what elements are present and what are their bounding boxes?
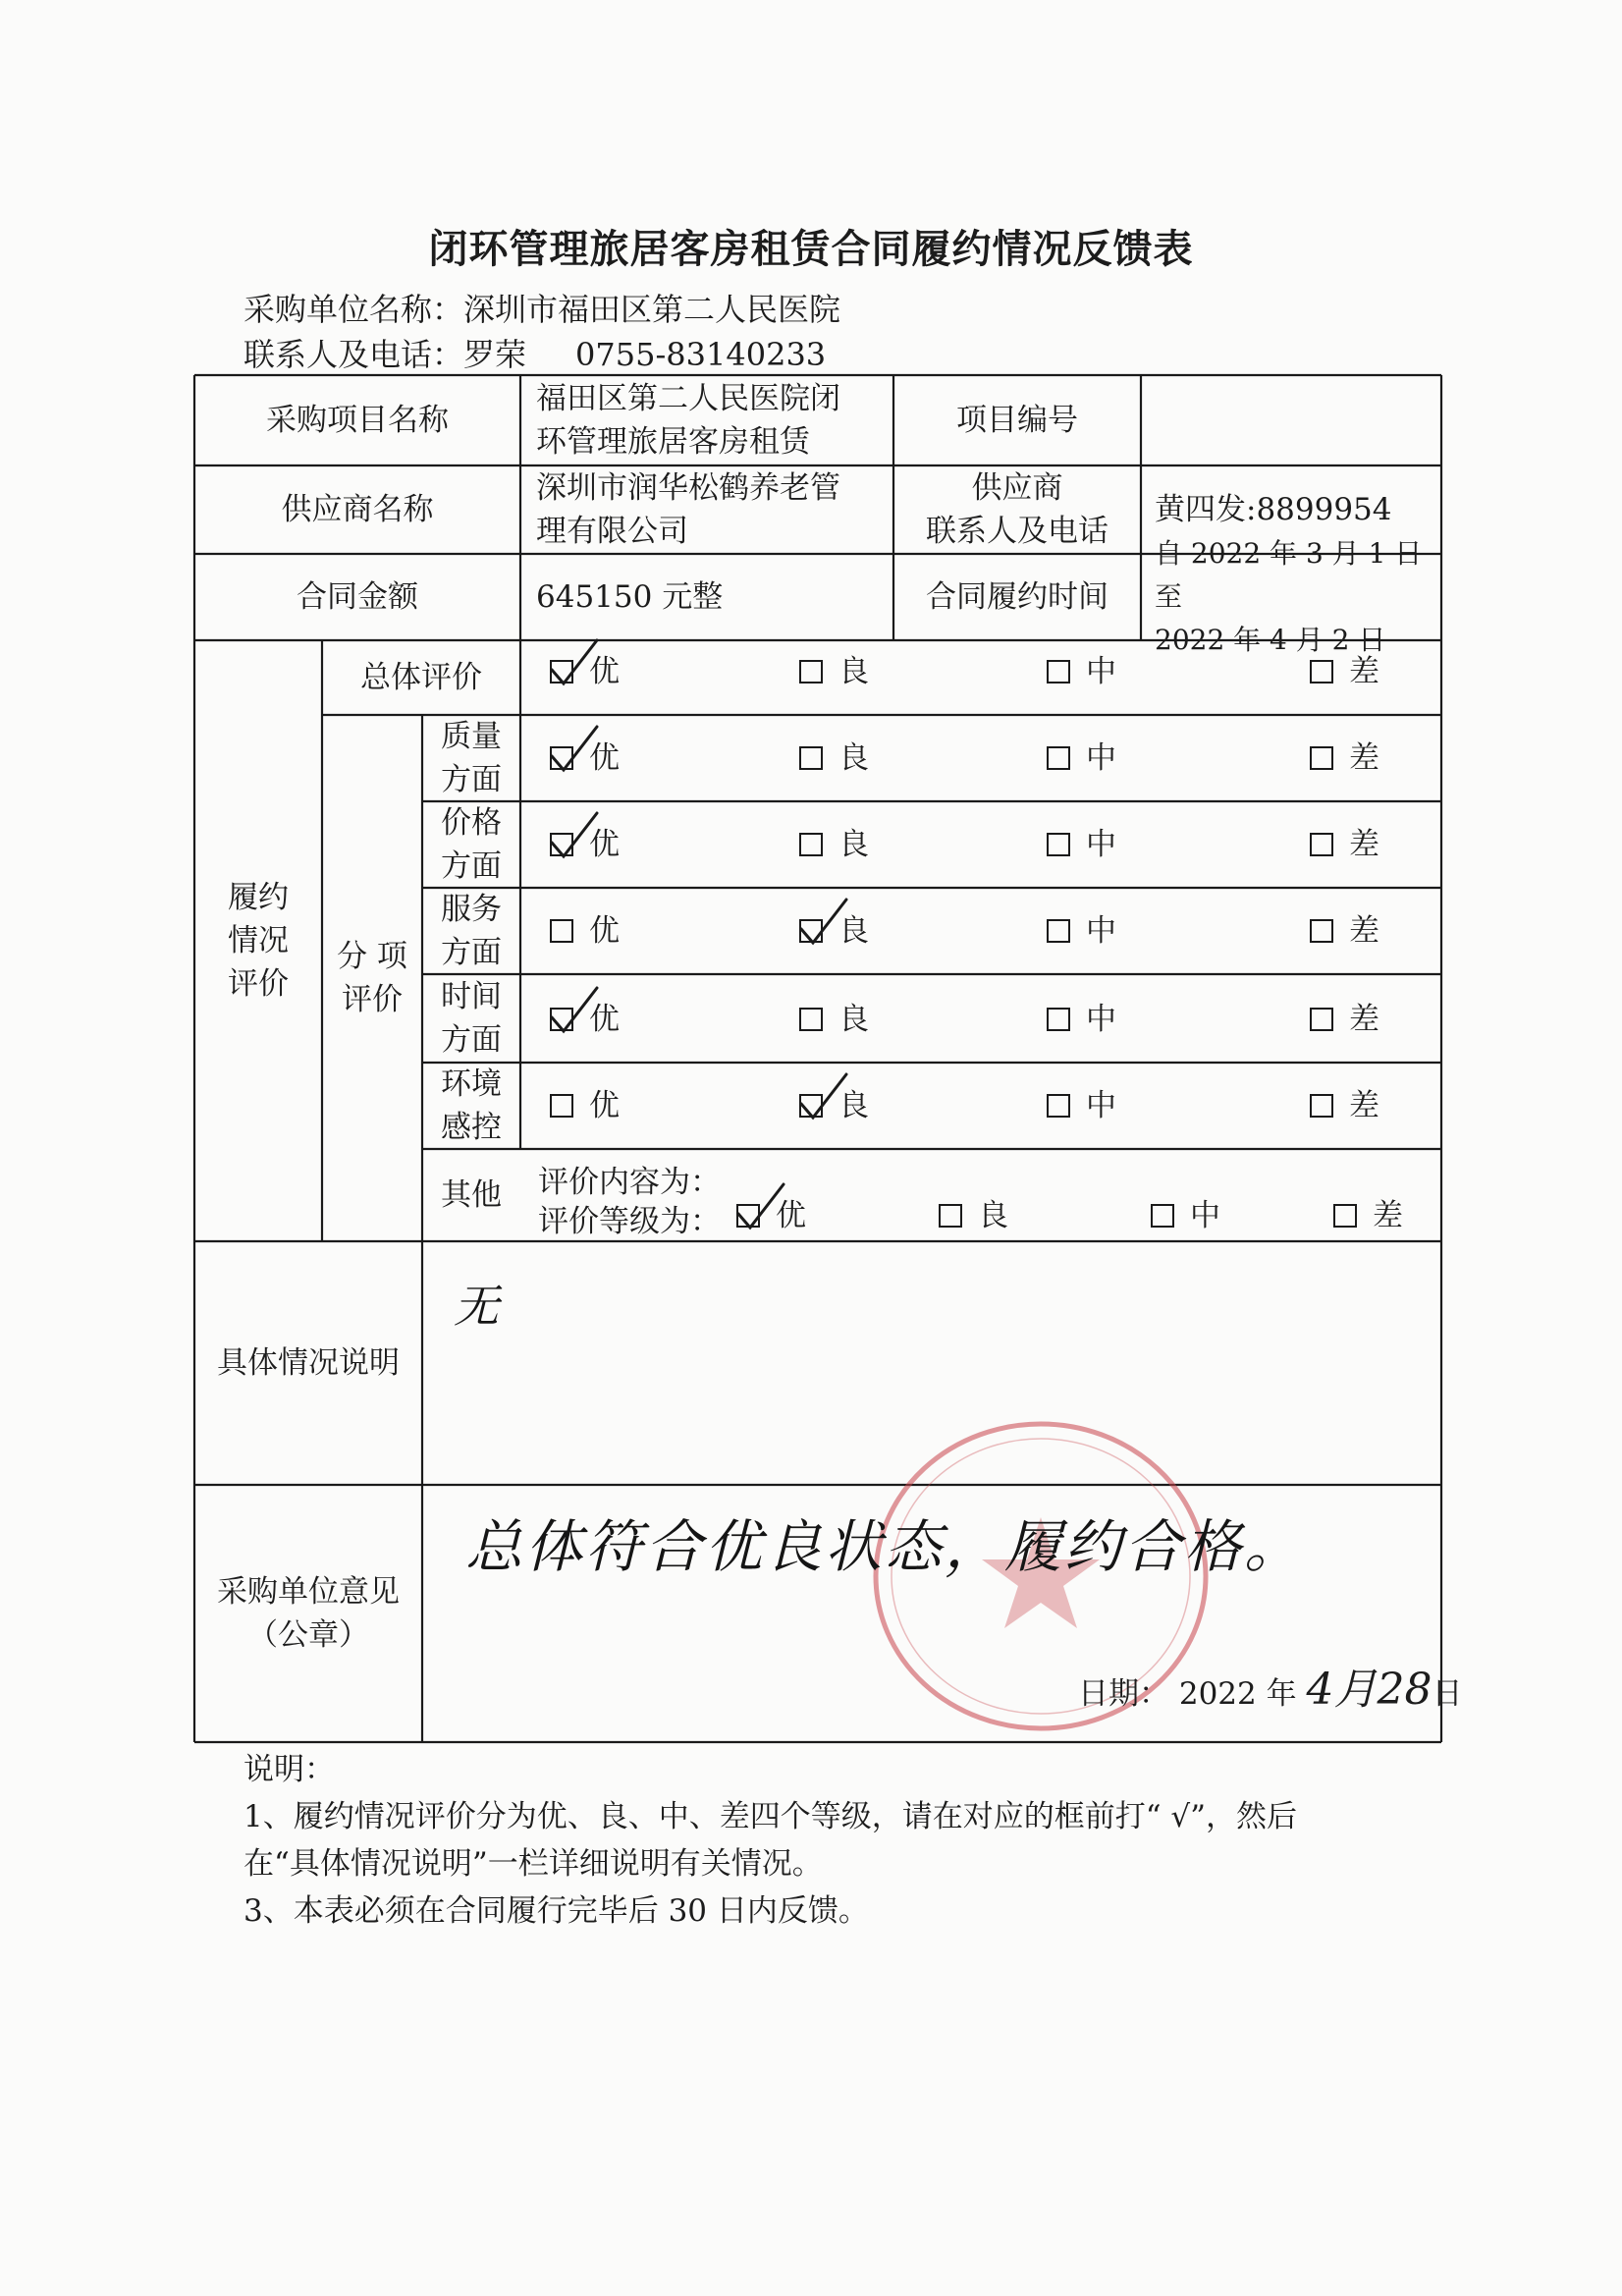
project-name-label: 采购项目名称 bbox=[266, 403, 449, 438]
other-content-label: 评价内容为： bbox=[538, 1165, 721, 1200]
checkbox[interactable] bbox=[550, 1094, 573, 1118]
date-year: 2022 年 bbox=[1178, 1676, 1297, 1712]
checkbox[interactable] bbox=[799, 1094, 823, 1118]
rating-option-0-0[interactable] bbox=[550, 652, 620, 691]
rating-option-4-2[interactable] bbox=[1047, 1000, 1116, 1039]
rating-option-label: 优 bbox=[589, 827, 620, 862]
rating-option-label: 优 bbox=[589, 1088, 620, 1123]
checkbox[interactable] bbox=[799, 660, 823, 683]
rating-option-label: 差 bbox=[1349, 740, 1379, 776]
purchaser-label: 采购单位名称： bbox=[243, 291, 464, 328]
supplier-contact-value: 黄四发:8899954 bbox=[1155, 492, 1392, 527]
contact-phone: 0755-83140233 bbox=[575, 336, 827, 373]
checkbox[interactable] bbox=[1310, 833, 1333, 856]
overall-label: 总体评价 bbox=[360, 660, 482, 695]
purchaser-line bbox=[243, 285, 840, 330]
supplier-line1: 深圳市润华松鹤养老管 bbox=[536, 470, 840, 506]
notes-heading: 说明： bbox=[243, 1752, 335, 1787]
rating-option-3-0[interactable] bbox=[550, 911, 620, 951]
checkbox[interactable] bbox=[1151, 1204, 1174, 1228]
rating-option-2-1[interactable] bbox=[799, 825, 869, 864]
checkbox[interactable] bbox=[550, 1008, 573, 1031]
project-name-line1: 福田区第二人民医院闭 bbox=[536, 381, 840, 416]
rating-option-label: 良 bbox=[838, 1088, 869, 1123]
rating-option-5-0[interactable] bbox=[550, 1086, 620, 1125]
row-label-quality: 质量 方面 bbox=[441, 719, 502, 797]
rating-option-1-3[interactable] bbox=[1310, 738, 1379, 778]
row-label-environment: 环境 感控 bbox=[441, 1066, 502, 1145]
checkbox[interactable] bbox=[1310, 660, 1333, 683]
notes-line2: 在“具体情况说明”一栏详细说明有关情况。 bbox=[243, 1846, 823, 1882]
checkbox[interactable] bbox=[1047, 746, 1070, 770]
rating-option-2-2[interactable] bbox=[1047, 825, 1116, 864]
rating-option-label: 差 bbox=[1349, 913, 1379, 949]
supplier-contact-label bbox=[893, 465, 1141, 554]
checkbox[interactable] bbox=[1047, 833, 1070, 856]
amount-value: 645150 元整 bbox=[536, 579, 724, 615]
rating-option-5-1[interactable] bbox=[799, 1086, 869, 1125]
rating-option-label: 中 bbox=[1086, 827, 1116, 862]
rating-option-label: 差 bbox=[1349, 1088, 1379, 1123]
rating-option-label: 优 bbox=[589, 1002, 620, 1037]
supplier-contact-label-1: 供应商 bbox=[971, 470, 1063, 506]
supplier-label: 供应商名称 bbox=[281, 492, 434, 527]
rating-option-2-3[interactable] bbox=[1310, 825, 1379, 864]
rating-option-4-0[interactable] bbox=[550, 1000, 620, 1039]
rating-option-3-3[interactable] bbox=[1310, 911, 1379, 951]
rating-option-label: 优 bbox=[589, 654, 620, 689]
rating-option-1-0[interactable] bbox=[550, 738, 620, 778]
rating-option-0-3[interactable] bbox=[1310, 652, 1379, 691]
project-name-value bbox=[536, 375, 890, 465]
rating-option-label: 良 bbox=[978, 1198, 1008, 1233]
rating-option-1-2[interactable] bbox=[1047, 738, 1116, 778]
rating-option-label: 差 bbox=[1349, 1002, 1379, 1037]
rating-option-1-1[interactable] bbox=[799, 738, 869, 778]
checkbox[interactable] bbox=[550, 746, 573, 770]
rating-option-0-2[interactable] bbox=[1047, 652, 1116, 691]
details-handwritten: 无 bbox=[454, 1280, 502, 1333]
checkbox[interactable] bbox=[1047, 1094, 1070, 1118]
purchaser-name: 深圳市福田区第二人民医院 bbox=[463, 291, 841, 328]
rating-option-label: 优 bbox=[589, 913, 620, 949]
project-no-label: 项目编号 bbox=[956, 403, 1078, 438]
row-label-price: 价格 方面 bbox=[441, 805, 502, 884]
form-title: 闭环管理旅居客房租赁合同履约情况反馈表 bbox=[428, 226, 1194, 272]
row-label-other: 其他 bbox=[441, 1177, 502, 1213]
rating-option-4-3[interactable] bbox=[1310, 1000, 1379, 1039]
amount-label: 合同金额 bbox=[297, 579, 418, 615]
other-rating-option-0[interactable] bbox=[736, 1196, 806, 1235]
period-line1: 自 2022 年 3 月 1 日至 bbox=[1155, 537, 1423, 613]
rating-option-3-2[interactable] bbox=[1047, 911, 1116, 951]
rating-option-0-1[interactable] bbox=[799, 652, 869, 691]
rating-option-2-0[interactable] bbox=[550, 825, 620, 864]
contact-name: 罗荣 bbox=[463, 336, 527, 373]
checkbox[interactable] bbox=[1310, 1094, 1333, 1118]
rating-option-label: 中 bbox=[1086, 654, 1116, 689]
evaluation-section-label: 履约 情况 评价 bbox=[228, 880, 289, 1002]
project-no-value bbox=[1141, 375, 1441, 465]
other-grade-label: 评价等级为： bbox=[538, 1204, 721, 1239]
other-rating-option-3[interactable] bbox=[1333, 1196, 1403, 1235]
opinion-date bbox=[1078, 1654, 1462, 1717]
checkbox[interactable] bbox=[1310, 1008, 1333, 1031]
checkbox[interactable] bbox=[1310, 919, 1333, 943]
checkbox[interactable] bbox=[1333, 1204, 1357, 1228]
rating-option-label: 良 bbox=[838, 827, 869, 862]
rating-option-label: 中 bbox=[1190, 1198, 1220, 1233]
checkbox[interactable] bbox=[799, 1008, 823, 1031]
rating-option-5-2[interactable] bbox=[1047, 1086, 1116, 1125]
checkbox[interactable] bbox=[1047, 1008, 1070, 1031]
rating-option-label: 差 bbox=[1349, 654, 1379, 689]
checkbox[interactable] bbox=[1047, 919, 1070, 943]
rating-option-label: 优 bbox=[589, 740, 620, 776]
checkbox[interactable] bbox=[550, 919, 573, 943]
checkbox[interactable] bbox=[799, 833, 823, 856]
row-label-time: 时间 方面 bbox=[441, 979, 502, 1058]
checkbox[interactable] bbox=[550, 660, 573, 683]
rating-option-label: 优 bbox=[776, 1198, 806, 1233]
period-value bbox=[1155, 537, 1439, 656]
contact-label: 联系人及电话： bbox=[243, 336, 464, 373]
contact-line bbox=[243, 330, 826, 375]
checkbox[interactable] bbox=[1310, 746, 1333, 770]
checkbox[interactable] bbox=[799, 746, 823, 770]
rating-option-label: 良 bbox=[838, 654, 869, 689]
checkbox[interactable] bbox=[799, 919, 823, 943]
date-handwritten: 4月28 bbox=[1306, 1665, 1433, 1715]
row-label-service: 服务 方面 bbox=[441, 892, 502, 970]
rating-option-label: 中 bbox=[1086, 1002, 1116, 1037]
checkbox[interactable] bbox=[736, 1204, 760, 1228]
other-rating-option-2[interactable] bbox=[1151, 1196, 1220, 1235]
checkbox[interactable] bbox=[1047, 660, 1070, 683]
period-label: 合同履约时间 bbox=[926, 579, 1108, 615]
date-label: 日期： bbox=[1078, 1676, 1169, 1712]
supplier-line2: 理有限公司 bbox=[536, 514, 688, 549]
rating-option-label: 中 bbox=[1086, 913, 1116, 949]
details-label: 具体情况说明 bbox=[217, 1345, 400, 1381]
notes bbox=[243, 1746, 1297, 1935]
project-name-line2: 环管理旅居客房租赁 bbox=[536, 424, 810, 460]
rating-option-label: 差 bbox=[1349, 827, 1379, 862]
opinion-label: 采购单位意见 （公章） bbox=[217, 1574, 400, 1653]
rating-option-3-1[interactable] bbox=[799, 911, 869, 951]
rating-option-label: 良 bbox=[838, 913, 869, 949]
checkbox[interactable] bbox=[939, 1204, 962, 1228]
sub-evaluation-label: 分 项 评价 bbox=[337, 939, 407, 1017]
rating-option-label: 良 bbox=[838, 740, 869, 776]
period-line2: 2022 年 4 月 2 日 bbox=[1155, 624, 1386, 656]
date-day: 日 bbox=[1432, 1676, 1463, 1712]
rating-option-5-3[interactable] bbox=[1310, 1086, 1379, 1125]
notes-line3: 3、本表必须在合同履行完毕后 30 日内反馈。 bbox=[243, 1893, 869, 1929]
rating-option-4-1[interactable] bbox=[799, 1000, 869, 1039]
opinion-handwritten: 总体符合优良状态，履约合格。 bbox=[465, 1513, 1305, 1580]
checkbox[interactable] bbox=[550, 833, 573, 856]
notes-line1: 1、履约情况评价分为优、良、中、差四个等级，请在对应的框前打“ √”，然后 bbox=[243, 1799, 1298, 1834]
other-rating-option-1[interactable] bbox=[939, 1196, 1008, 1235]
supplier-contact-label-2: 联系人及电话 bbox=[926, 514, 1108, 549]
rating-option-label: 差 bbox=[1373, 1198, 1403, 1233]
rating-option-label: 中 bbox=[1086, 740, 1116, 776]
rating-option-label: 中 bbox=[1086, 1088, 1116, 1123]
rating-option-label: 良 bbox=[838, 1002, 869, 1037]
supplier-value bbox=[536, 465, 890, 554]
